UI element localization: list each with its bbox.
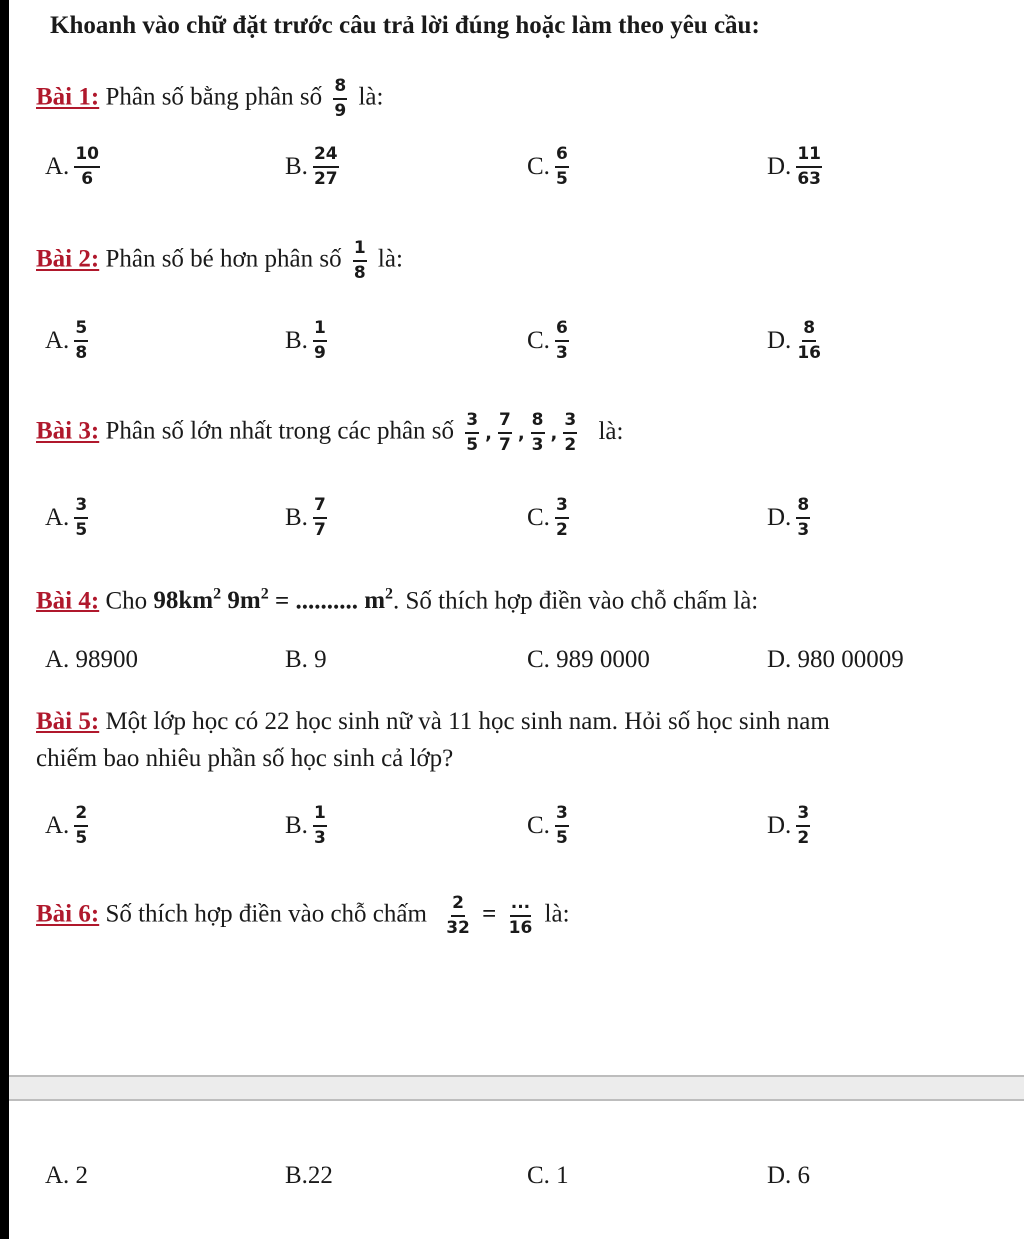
question-3-fraction-2: $\frac{7}{7}$	[498, 410, 511, 455]
question-6-fraction-2: $\frac{...}{16}$	[508, 893, 533, 938]
q1-option-a[interactable]: A. $\frac{10}{6}$	[45, 144, 99, 189]
question-6-equals: =	[482, 900, 497, 928]
q6-option-c[interactable]: C. 1	[527, 1162, 569, 1189]
q4-option-a[interactable]: A. 98900	[45, 646, 139, 673]
question-2-fraction: $\frac{1}{8}$	[353, 238, 366, 283]
question-1-suffix: là:	[358, 83, 384, 111]
question-6-text: Số thích hợp điền vào chỗ chấm	[105, 900, 427, 928]
q1-option-d[interactable]: D. $\frac{11}{63}$	[767, 144, 821, 189]
question-5	[36, 708, 830, 736]
question-4-pre: Cho	[105, 587, 148, 615]
question-3-fraction-1: $\frac{3}{5}$	[466, 410, 479, 455]
q6-option-d[interactable]: D. 6	[767, 1162, 811, 1189]
q5-option-d[interactable]: D. $\frac{3}{2}$	[767, 803, 810, 848]
question-4-blank: ..........	[295, 587, 358, 615]
question-1	[36, 78, 383, 120]
question-5-line-2: chiếm bao nhiêu phần số học sinh cả lớp?	[36, 745, 454, 772]
instruction-title: Khoanh vào chữ đặt trước câu trả lời đúng hoặc làm theo yêu cầu:	[50, 12, 760, 39]
q3-option-c[interactable]: C. $\frac{3}{2}$	[527, 495, 568, 540]
question-6	[36, 895, 570, 937]
q2-option-c[interactable]: C. $\frac{6}{3}$	[527, 318, 568, 363]
q5-option-b[interactable]: B. $\frac{1}{3}$	[285, 803, 326, 848]
question-3-fraction-3: $\frac{8}{3}$	[531, 410, 544, 455]
question-5-label: Bài 5:	[36, 708, 100, 735]
q4-option-b[interactable]: B. 9	[285, 646, 327, 673]
q4-option-d[interactable]: D. 980 00009	[767, 646, 904, 673]
question-4-label: Bài 4:	[36, 587, 100, 615]
question-2-label: Bài 2:	[36, 245, 100, 273]
question-5-line-1: Một lớp học có 22 học sinh nữ và 11 học sinh nam. Hỏi số học sinh nam	[105, 708, 830, 735]
question-2-text: Phân số bé hơn phân số	[105, 245, 342, 273]
q1-option-b[interactable]: B. $\frac{24}{27}$	[285, 144, 338, 189]
q4-option-c[interactable]: C. 989 0000	[527, 646, 650, 673]
q5-option-a[interactable]: A. $\frac{2}{5}$	[45, 803, 88, 848]
question-2	[36, 240, 403, 282]
question-1-fraction: $\frac{8}{9}$	[334, 76, 347, 121]
q3-option-b[interactable]: B. $\frac{7}{7}$	[285, 495, 326, 540]
q2-option-a[interactable]: A. $\frac{5}{8}$	[45, 318, 88, 363]
q6-option-b[interactable]: B.22	[285, 1162, 333, 1189]
question-6-fraction-1: $\frac{2}{32}$	[446, 893, 470, 938]
question-4-unit: $m^2$	[364, 586, 394, 615]
question-4	[36, 586, 758, 615]
question-4-equals: =	[274, 587, 290, 615]
q3-option-a[interactable]: A. $\frac{3}{5}$	[45, 495, 88, 540]
question-2-suffix: là:	[377, 245, 403, 273]
question-4-text: . Số thích hợp điền vào chỗ chấm là:	[393, 587, 759, 615]
q2-option-b[interactable]: B. $\frac{1}{9}$	[285, 318, 326, 363]
q1-option-c[interactable]: C. $\frac{6}{5}$	[527, 144, 568, 189]
q2-option-d[interactable]: D. $\frac{8}{16}$	[767, 318, 821, 363]
question-6-suffix: là:	[544, 900, 570, 928]
separator-band	[9, 1075, 1024, 1101]
question-3-suffix: là:	[598, 417, 624, 445]
question-4-m: $9m^2$	[227, 586, 269, 615]
q5-option-c[interactable]: C. $\frac{3}{5}$	[527, 803, 568, 848]
question-3: Bài 3: Phân số lớn nhất trong các phân số $\frac{3}{5}$ , $\frac{7}{7}$ , $\frac{8}{3}$ , $\frac{3}{2}$ là:	[36, 410, 624, 455]
q6-option-a[interactable]: A. 2	[45, 1162, 89, 1189]
question-3-text: Phân số lớn nhất trong các phân số	[105, 417, 455, 445]
question-3-fraction-4: $\frac{3}{2}$	[564, 410, 577, 455]
question-6-label: Bài 6:	[36, 900, 100, 928]
q3-option-d[interactable]: D. $\frac{8}{3}$	[767, 495, 810, 540]
question-4-km: $98km^2$	[153, 586, 222, 615]
question-1-label: Bài 1:	[36, 83, 100, 111]
question-1-text: Phân số bằng phân số	[105, 83, 323, 111]
question-3-label: Bài 3:	[36, 417, 100, 445]
page-left-border	[0, 0, 9, 1239]
